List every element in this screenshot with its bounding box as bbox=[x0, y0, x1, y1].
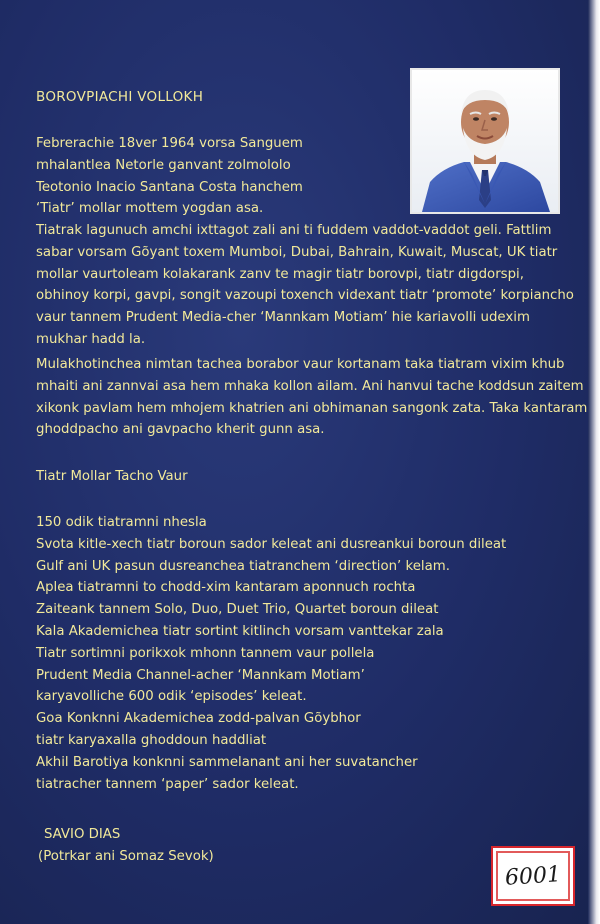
paragraph-line: ghoddpacho ani gavpacho kherit gunn asa. bbox=[36, 422, 325, 438]
list-item: tiatr karyaxalla ghoddoun haddliat bbox=[36, 732, 267, 748]
list-item: Gulf ani UK pasun dusreanchea tiatranchem ‘direction’ kelam. bbox=[36, 558, 450, 574]
intro-paragraph bbox=[36, 133, 402, 220]
list-item: Aplea tiatramni to chodd-xim kantaram aponnuch rochta bbox=[36, 580, 416, 596]
list-item: tiatracher tannem ‘paper’ sador keleat. bbox=[36, 776, 299, 792]
interview-paragraph bbox=[36, 354, 588, 441]
cover-edge bbox=[588, 0, 600, 924]
paragraph-line: mhaiti ani zannvai asa hem mhaka kollon ailam. Ani hanvui tache koddsun zaitem bbox=[36, 378, 584, 394]
paragraph-line: obhinoy korpi, gavpi, songit vazoupi toxench videxant tiatr ‘promote’ korpiancho bbox=[36, 288, 574, 304]
list-item: Zaiteank tannem Solo, Duo, Duet Trio, Quartet boroun dileat bbox=[36, 602, 439, 618]
author-heading: BOROVPIACHI VOLLOKH bbox=[36, 89, 204, 105]
list-item: karyavolliche 600 odik ‘episodes’ keleat. bbox=[36, 689, 307, 705]
paragraph-line: ‘Tiatr’ mollar mottem yogdan asa. bbox=[36, 201, 264, 217]
stamp-number: 6001 bbox=[504, 861, 562, 891]
signature-role: (Potrkar ani Somaz Sevok) bbox=[38, 849, 214, 864]
list-item: Svota kitle-xech tiatr boroun sador keleat ani dusreankui boroun dileat bbox=[36, 536, 507, 552]
list-item: Tiatr sortimni porikxok mhonn tannem vaur pollela bbox=[36, 645, 375, 661]
paragraph-line: mhalantlea Netorle ganvant zolmololo bbox=[36, 157, 291, 173]
paragraph-line: vaur tannem Prudent Media-cher ‘Mannkam Motiam’ hie kariavolli udexim bbox=[36, 310, 530, 326]
signature-name: SAVIO DIAS bbox=[44, 827, 121, 842]
list-item: Prudent Media Channel-acher ‘Mannkam Motiam’ bbox=[36, 667, 365, 683]
career-paragraph bbox=[36, 220, 574, 351]
paragraph-line: mukhar hadd la. bbox=[36, 331, 146, 347]
list-item: Kala Akademichea tiatr sortint kitlinch vorsam vanttekar zala bbox=[36, 623, 444, 639]
portrait-illustration bbox=[412, 70, 558, 212]
paragraph-line: mollar vaurtoleam kolakarank zanv te magir tiatr borovpi, tiatr digdorspi, bbox=[36, 266, 524, 282]
paragraph-line: Febrerachie 18ver 1964 vorsa Sanguem bbox=[36, 136, 303, 151]
contributions-list bbox=[36, 512, 556, 795]
paragraph-line: sabar vorsam Gõyant toxem Mumboi, Dubai, Bahrain, Kuwait, Muscat, UK tiatr bbox=[36, 244, 558, 260]
author-portrait-photo bbox=[410, 68, 560, 214]
paragraph-line: Teotonio Inacio Santana Costa hanchem bbox=[36, 179, 303, 195]
paragraph-line: Tiatrak lagunuch amchi ixttagot zali ani ti fuddem vaddot-vaddot geli. Fattlim bbox=[36, 223, 552, 238]
list-item: 150 odik tiatramni nhesla bbox=[36, 515, 207, 530]
contributions-subheading: Tiatr Mollar Tacho Vaur bbox=[36, 469, 188, 484]
paragraph-line: Mulakhotinchea nimtan tachea borabor vaur kortanam taka tiatram vixim khub bbox=[36, 357, 565, 372]
list-item: Akhil Barotiya konknni sammelanant ani her suvatancher bbox=[36, 754, 418, 770]
library-stamp bbox=[491, 846, 575, 906]
list-item: Goa Konknni Akademichea zodd-palvan Gõybhor bbox=[36, 711, 361, 727]
paragraph-line: xikonk pavlam hem mhojem khatrien ani obhimanan sangonk zata. Taka kantaram bbox=[36, 400, 588, 416]
